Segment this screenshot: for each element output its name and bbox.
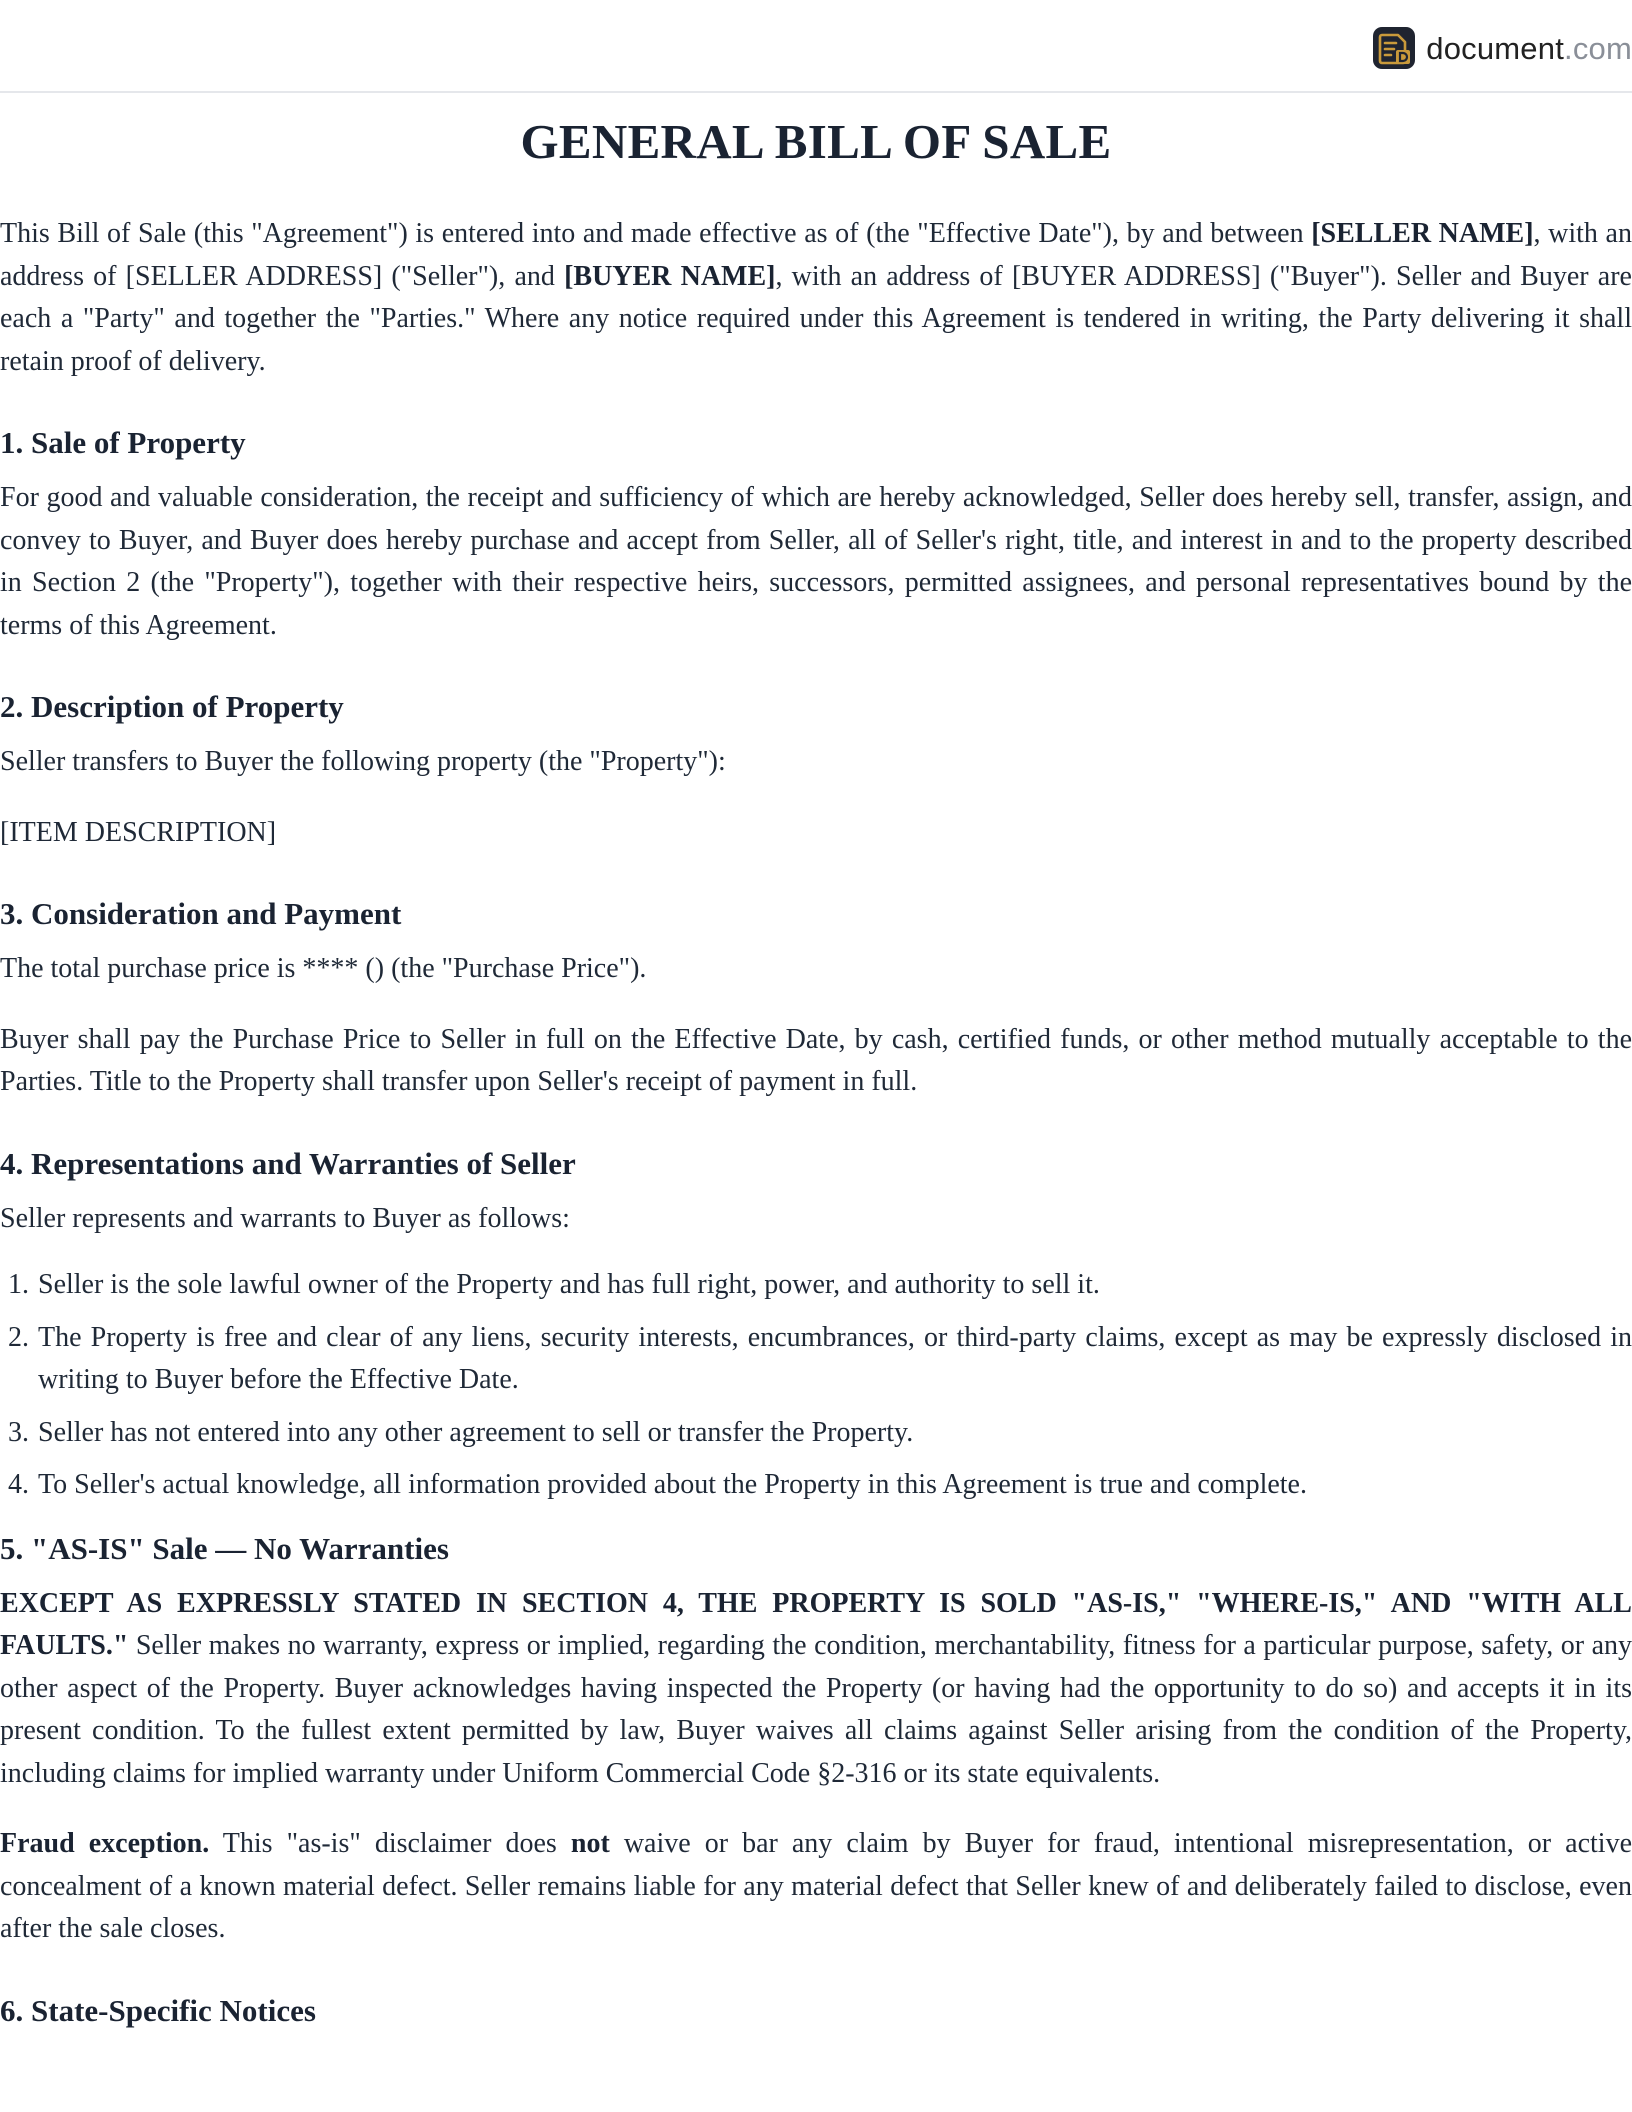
list-item: 2. The Property is free and clear of any liens, security interests, encumbrances, or third-party claims, except as may be expressly disclosed in writing to Buyer before the Effective Date.	[36, 1317, 1632, 1402]
section-heading: 6. State-Specific Notices	[0, 1992, 316, 2028]
list-item: 1. Seller is the sole lawful owner of the Property and has full right, power, and authority to sell it.	[36, 1264, 1632, 1307]
section-heading: 2. Description of Property	[0, 689, 344, 724]
brand-link[interactable]	[1372, 24, 1632, 72]
section-heading: 4. Representations and Warranties of Seller	[0, 1145, 576, 1181]
section-heading: 5. "AS-IS" Sale — No Warranties	[0, 1530, 449, 1566]
section-body: Seller represents and warrants to Buyer as follows:	[0, 1202, 570, 1234]
intro-text: , with an address of [SELLER ADDRESS] ("Seller"), and	[0, 218, 1632, 292]
document-title: GENERAL BILL OF SALE	[520, 114, 1112, 169]
fraud-exception-paragraph	[0, 1823, 1632, 1951]
fraud-text: waive or bar any claim by Buyer for fraud, intentional misrepresentation, or active concealment of a known material defect. Seller remains liable for any material defect that Seller knew of and deliberately failed to disclose, even after the sale closes.	[0, 1828, 1632, 1944]
intro-text: , with an address of [BUYER ADDRESS] ("Buyer"). Seller and Buyer are each a "Party" and together the "Parties." Where any notice required under this Agreement is tendered in writing, the Party delivering it shall retain proof of delivery.	[0, 260, 1632, 377]
fraud-exception-label: Fraud exception.	[0, 1828, 210, 1859]
list-item: 3. Seller has not entered into any other agreement to sell or transfer the Property.	[36, 1412, 1632, 1455]
list-item: 4. To Seller's actual knowledge, all information provided about the Property in this Agreement is true and complete.	[36, 1464, 1632, 1507]
brand-tld: .com	[1564, 30, 1632, 66]
section-body: For good and valuable consideration, the receipt and sufficiency of which are hereby acknowledged, Seller does hereby sell, transfer, assign, and convey to Buyer, and Buyer does hereby purchase and accept from Seller, all of Seller's right, title, and interest in and to the property described in Section 2 (the "Property"), together with their respective heirs, successors, permitted assignees, and personal representatives bound by the terms of this Agreement.	[0, 482, 1632, 641]
section-heading: 1. Sale of Property	[0, 425, 246, 460]
seller-name-placeholder: [SELLER NAME]	[1311, 218, 1534, 249]
as-is-body-text: Seller makes no warranty, express or implied, regarding the condition, merchantability, fitness for a particular purpose, safety, or any other aspect of the Property. Buyer acknowledges having inspected the Property (or having had the opportunity to do so) and accepts it in its present condition. To the fullest extent permitted by law, Buyer waives all claims against Seller arising from the condition of the Property, including claims for implied warranty under Uniform Commercial Code §2-316 or its state equivalents.	[0, 1630, 1632, 1789]
document-logo-icon	[1372, 26, 1416, 70]
fraud-not-emphasis: not	[570, 1828, 610, 1859]
fraud-text: This "as-is" disclaimer does	[209, 1828, 571, 1859]
brand-wordmark	[1426, 30, 1632, 66]
intro-text: This Bill of Sale (this "Agreement") is entered into and made effective as of (the "Effective Date"), by and between	[0, 218, 1312, 249]
intro-paragraph	[0, 213, 1632, 383]
section-heading: 3. Consideration and Payment	[0, 896, 402, 931]
section-body: Seller transfers to Buyer the following property (the "Property"):	[0, 746, 726, 777]
as-is-caps-text: EXCEPT AS EXPRESSLY STATED IN SECTION 4, THE PROPERTY IS SOLD "AS-IS," "WHERE-IS," AND "WITH ALL FAULTS."	[0, 1587, 1632, 1661]
purchase-price-text: The total purchase price is **** () (the "Purchase Price").	[0, 953, 647, 984]
as-is-disclaimer	[0, 1583, 1632, 1796]
buyer-name-placeholder: [BUYER NAME]	[564, 260, 776, 292]
warranties-list	[0, 1264, 1632, 1507]
item-description-placeholder: [ITEM DESCRIPTION]	[0, 816, 277, 848]
document-body	[0, 93, 1632, 2033]
brand-name: document	[1426, 30, 1565, 66]
header-bar	[0, 0, 1632, 93]
payment-terms-text: Buyer shall pay the Purchase Price to Seller in full on the Effective Date, by cash, certified funds, or other method mutually acceptable to the Parties. Title to the Property shall transfer upon Seller's receipt of payment in full.	[0, 1023, 1632, 1097]
